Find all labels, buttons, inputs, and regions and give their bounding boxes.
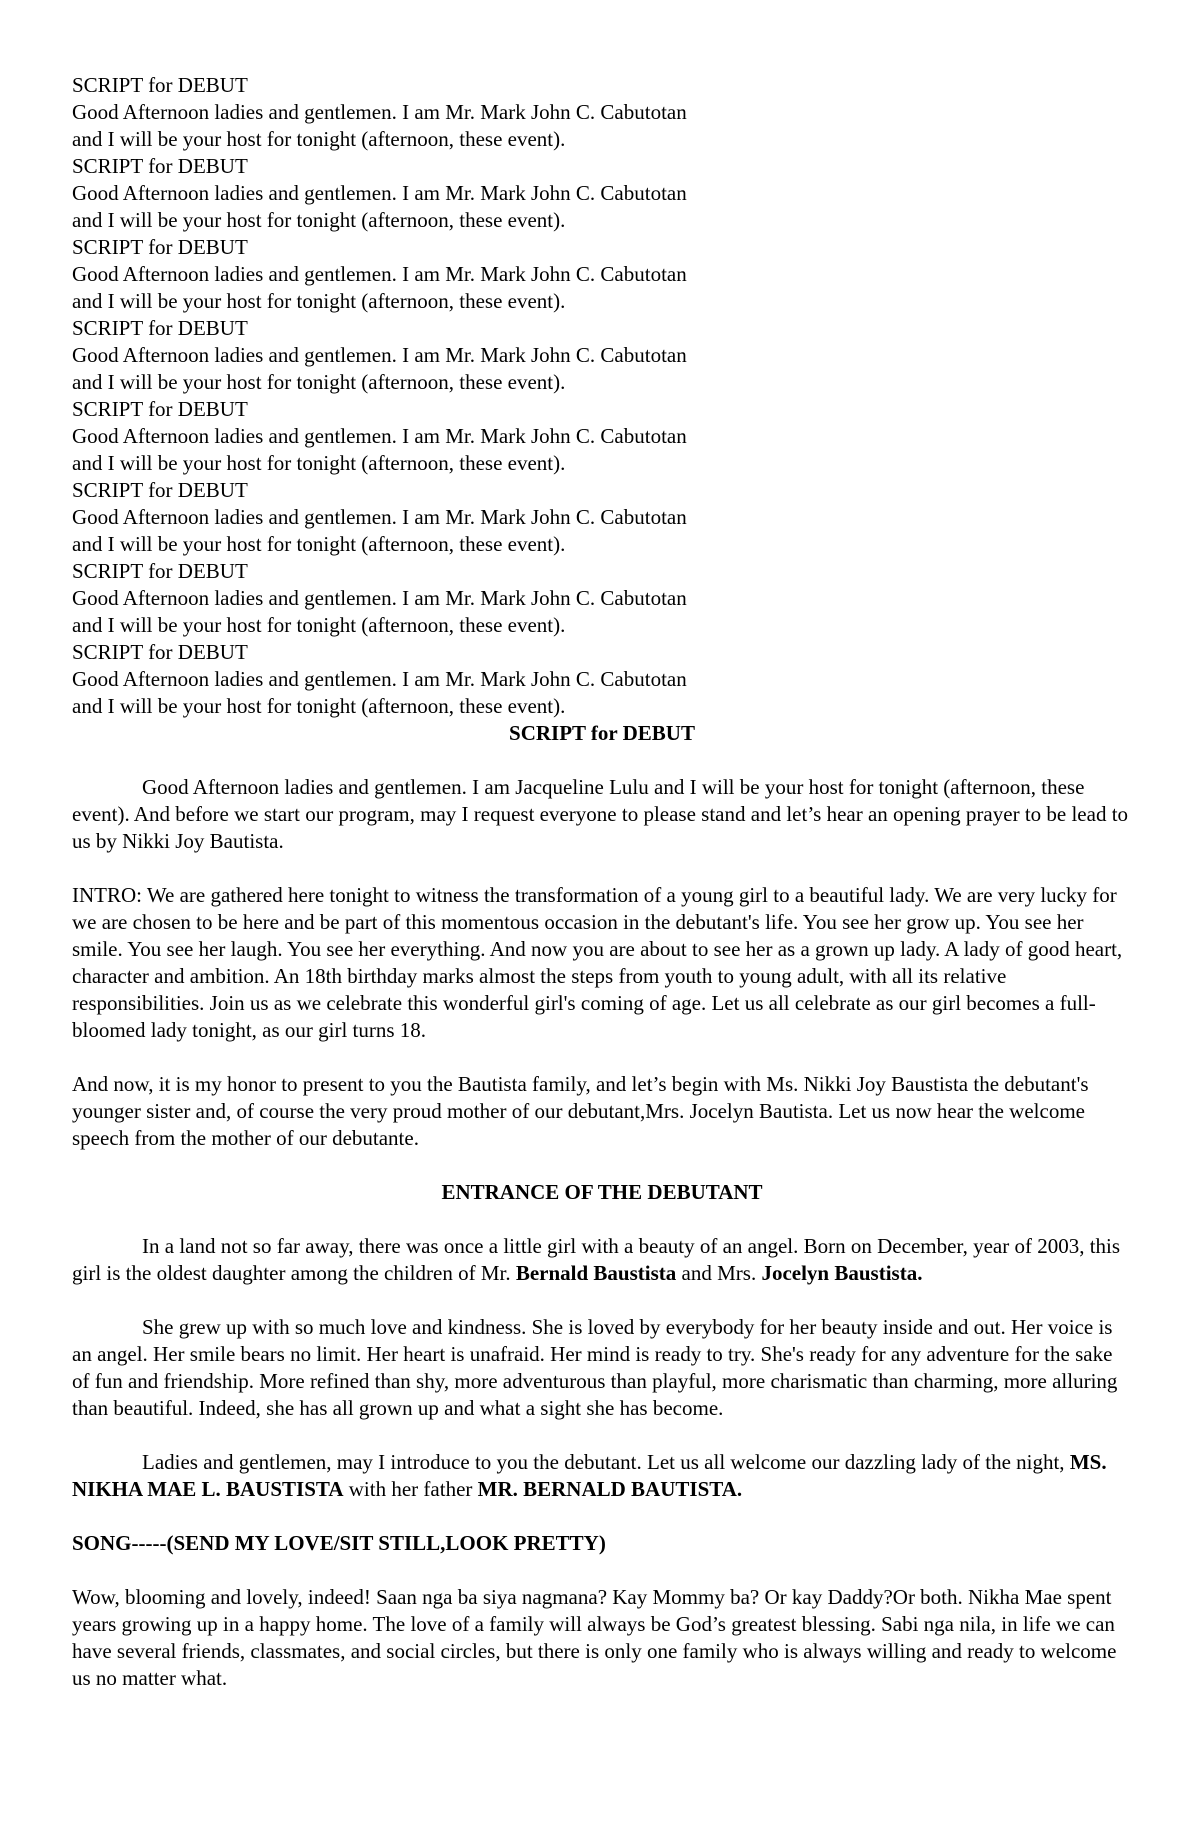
repeated-line-2: and I will be your host for tonight (afternoon, these event). xyxy=(72,451,566,475)
father-full-name: MR. BERNALD BAUTISTA. xyxy=(477,1477,743,1501)
repeated-line-2: and I will be your host for tonight (afternoon, these event). xyxy=(72,613,566,637)
entrance-p3-text: Ladies and gentlemen, may I introduce to you the debutant. Let us all welcome our dazzling lady of the night, xyxy=(142,1450,1070,1474)
family-paragraph: And now, it is my honor to present to you the Bautista family, and let’s begin with Ms. Nikki Joy Baustista the debutant's younger sister and, of course the very proud mother of our debutant,Mrs. Jocelyn Bautista. Let us now hear the welcome speech from the mother of our debutante. xyxy=(72,1072,1089,1150)
repeated-heading: SCRIPT for DEBUT xyxy=(72,235,248,259)
repeated-block xyxy=(72,234,1132,315)
repeated-block xyxy=(72,477,1132,558)
intro-paragraph: INTRO: We are gathered here tonight to witness the transformation of a young girl to a beautiful lady. We are very lucky for we are chosen to be here and be part of this momentous occasion in the debutant's life. You see her grow up. You see her smile. You see her laugh. You see her everything. And now you are about to see her as a grown up lady. A lady of good heart, character and ambition. An 18th birthday marks almost the steps from youth to young adult, with all its relative responsibilities. Join us as we celebrate this wonderful girl's coming of age. Let us all celebrate as our girl becomes a full-bloomed lady tonight, as our girl turns 18. xyxy=(72,883,1123,1042)
repeated-line-2: and I will be your host for tonight (afternoon, these event). xyxy=(72,694,566,718)
repeated-heading: SCRIPT for DEBUT xyxy=(72,397,248,421)
entrance-paragraph-3 xyxy=(72,1449,1132,1503)
script-title: SCRIPT for DEBUT xyxy=(509,721,695,745)
repeated-block xyxy=(72,396,1132,477)
repeated-script-blocks xyxy=(72,72,1132,720)
repeated-line-1: Good Afternoon ladies and gentlemen. I am Mr. Mark John C. Cabutotan xyxy=(72,262,687,286)
repeated-line-1: Good Afternoon ladies and gentlemen. I am Mr. Mark John C. Cabutotan xyxy=(72,586,687,610)
repeated-heading: SCRIPT for DEBUT xyxy=(72,73,248,97)
spacer xyxy=(72,1044,1132,1071)
repeated-line-1: Good Afternoon ladies and gentlemen. I am Mr. Mark John C. Cabutotan xyxy=(72,181,687,205)
entrance-p1-and: and Mrs. xyxy=(676,1261,762,1285)
repeated-line-2: and I will be your host for tonight (afternoon, these event). xyxy=(72,532,566,556)
repeated-heading: SCRIPT for DEBUT xyxy=(72,154,248,178)
repeated-line-1: Good Afternoon ladies and gentlemen. I am Mr. Mark John C. Cabutotan xyxy=(72,424,687,448)
spacer xyxy=(72,1557,1132,1584)
repeated-block xyxy=(72,153,1132,234)
spacer xyxy=(72,1206,1132,1233)
debutant-name: MS. NIKHA MAE L. BAUSTISTA xyxy=(72,1450,1107,1501)
repeated-block xyxy=(72,639,1132,720)
repeated-block xyxy=(72,72,1132,153)
entrance-title: ENTRANCE OF THE DEBUTANT xyxy=(441,1180,763,1204)
document-page xyxy=(72,72,1132,1692)
repeated-line-2: and I will be your host for tonight (afternoon, these event). xyxy=(72,370,566,394)
entrance-paragraph-2: She grew up with so much love and kindness. She is loved by everybody for her beauty inside and out. Her voice is an angel. Her smile bears no limit. Her heart is unafraid. Her mind is ready to try. She's ready for any adventure for the sake of fun and friendship. More refined than shy, more adventurous than playful, more charismatic than charming, more alluring than beautiful. Indeed, she has all grown up and what a sight she has become. xyxy=(72,1315,1118,1420)
mother-name: Jocelyn Baustista. xyxy=(761,1261,923,1285)
repeated-line-2: and I will be your host for tonight (afternoon, these event). xyxy=(72,127,566,151)
repeated-line-1: Good Afternoon ladies and gentlemen. I am Mr. Mark John C. Cabutotan xyxy=(72,343,687,367)
repeated-block xyxy=(72,315,1132,396)
repeated-heading: SCRIPT for DEBUT xyxy=(72,640,248,664)
repeated-block xyxy=(72,558,1132,639)
opening-paragraph: Good Afternoon ladies and gentlemen. I am Jacqueline Lulu and I will be your host for tonight (afternoon, these event). And before we start our program, may I request everyone to please stand and let’s hear an opening prayer to be lead to us by Nikki Joy Bautista. xyxy=(72,775,1129,853)
entrance-p1-text: In a land not so far away, there was once a little girl with a beauty of an angel. Born on December, year of 2003, this girl is the oldest daughter among the children of Mr. xyxy=(72,1234,1121,1285)
repeated-heading: SCRIPT for DEBUT xyxy=(72,559,248,583)
spacer xyxy=(72,1287,1132,1314)
repeated-heading: SCRIPT for DEBUT xyxy=(72,316,248,340)
spacer xyxy=(72,1152,1132,1179)
spacer xyxy=(72,747,1132,774)
repeated-line-2: and I will be your host for tonight (afternoon, these event). xyxy=(72,289,566,313)
song-title: SONG-----(SEND MY LOVE/SIT STILL,LOOK PRETTY) xyxy=(72,1531,606,1555)
repeated-line-1: Good Afternoon ladies and gentlemen. I am Mr. Mark John C. Cabutotan xyxy=(72,505,687,529)
entrance-paragraph-1 xyxy=(72,1233,1132,1287)
spacer xyxy=(72,1503,1132,1530)
repeated-line-1: Good Afternoon ladies and gentlemen. I am Mr. Mark John C. Cabutotan xyxy=(72,100,687,124)
repeated-line-1: Good Afternoon ladies and gentlemen. I am Mr. Mark John C. Cabutotan xyxy=(72,667,687,691)
entrance-p3-with: with her father xyxy=(343,1477,478,1501)
repeated-heading: SCRIPT for DEBUT xyxy=(72,478,248,502)
repeated-line-2: and I will be your host for tonight (afternoon, these event). xyxy=(72,208,566,232)
spacer xyxy=(72,855,1132,882)
spacer xyxy=(72,1422,1132,1449)
song-paragraph: Wow, blooming and lovely, indeed! Saan nga ba siya nagmana? Kay Mommy ba? Or kay Daddy?Or both. Nikha Mae spent years growing up in a happy home. The love of a family will always be God’s greatest blessing. Sabi nga nila, in life we can have several friends, classmates, and social circles, but there is only one family who is always willing and ready to welcome us no matter what. xyxy=(72,1585,1117,1690)
father-name: Bernald Baustista xyxy=(515,1261,677,1285)
